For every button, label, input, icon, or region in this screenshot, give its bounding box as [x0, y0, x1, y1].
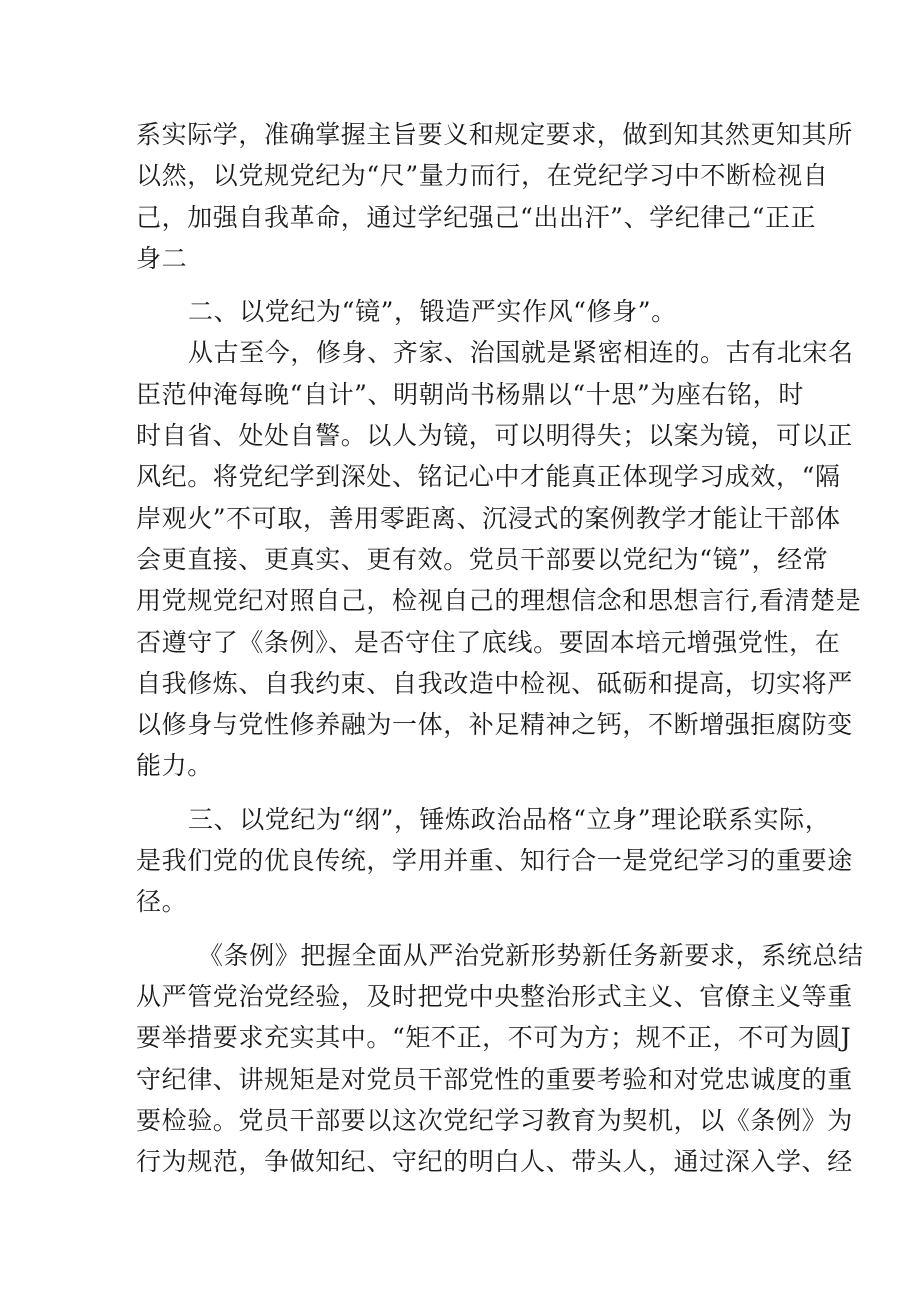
text-line: 要举措要求充实其中。“矩不正，不可为方；规不正，不可为圆J — [136, 1023, 852, 1053]
text-line: 以修身与党性修养融为一体，补足精神之钙，不断增强拒腐防变 — [136, 710, 853, 740]
text-line: 是我们党的优良传统，学用并重、知行合一是党纪学习的重要途 — [136, 846, 853, 876]
text-line: 守纪律、讲规矩是对党员干部党性的重要考验和对党忠诚度的重 — [136, 1064, 853, 1094]
text-line: 从古至今，修身、齐家、治国就是紧密相连的。古有北宋名 — [188, 338, 854, 368]
text-line: 能力。 — [136, 751, 213, 781]
text-line: 径。 — [136, 887, 188, 917]
section-heading-3: 三、以党纪为“纲”，锤炼政治品格“立身”理论联系实际， — [188, 804, 831, 834]
document-body — [136, 114, 864, 1182]
text-line: 岸观火”不可取，善用零距离、沉浸式的案例教学才能让干部体 — [136, 503, 841, 533]
text-line: 风纪。将党纪学到深处、铭记心中才能真正体现学习成效，“隔 — [136, 462, 841, 492]
text-line: 否遵守了《条例》、是否守住了底线。要固本培元增强党性，在 — [136, 627, 841, 657]
text-line: 身二 — [136, 243, 188, 273]
text-line: 用党规党纪对照自己，检视自己的理想信念和思想言行,看清楚是 — [136, 586, 862, 616]
text-line: 从严管党治党经验，及时把党中央整治形式主义、官僚主义等重 — [136, 981, 853, 1011]
text-line: 时自省、处处自警。以人为镜，可以明得失；以案为镜，可以正 — [136, 421, 853, 451]
text-line: 要检验。党员干部要以这次党纪学习教育为契机，以《条例》为 — [136, 1105, 853, 1135]
text-line: 会更直接、更真实、更有效。党员干部要以党纪为“镜”，经常 — [136, 544, 829, 574]
text-line: 系实际学，准确掌握主旨要义和规定要求，做到知其然更知其所 — [136, 120, 853, 149]
text-line: 行为规范，争做知纪、守纪的明白人、带头人，通过深入学、经 — [136, 1147, 853, 1177]
text-line: 以然，以党规党纪为“尺”量力而行，在党纪学习中不断检视自 — [136, 161, 829, 191]
section-heading-2: 二、以党纪为“镜”，锻造严实作风“修身”。 — [188, 297, 677, 327]
text-line: 臣范仲淹每晚“自计”、明朝尚书杨鼎以“十思”为座右铭，时 — [136, 379, 804, 409]
text-line: 自我修炼、自我约束、自我改造中检视、砥砺和提高，切实将严 — [136, 668, 853, 698]
text-line: 《条例》把握全面从严治党新形势新任务新要求，系统总结 — [198, 940, 864, 970]
text-line: 己，加强自我革命，通过学纪强己“出出汗”、学纪律己“正正 — [136, 202, 817, 232]
